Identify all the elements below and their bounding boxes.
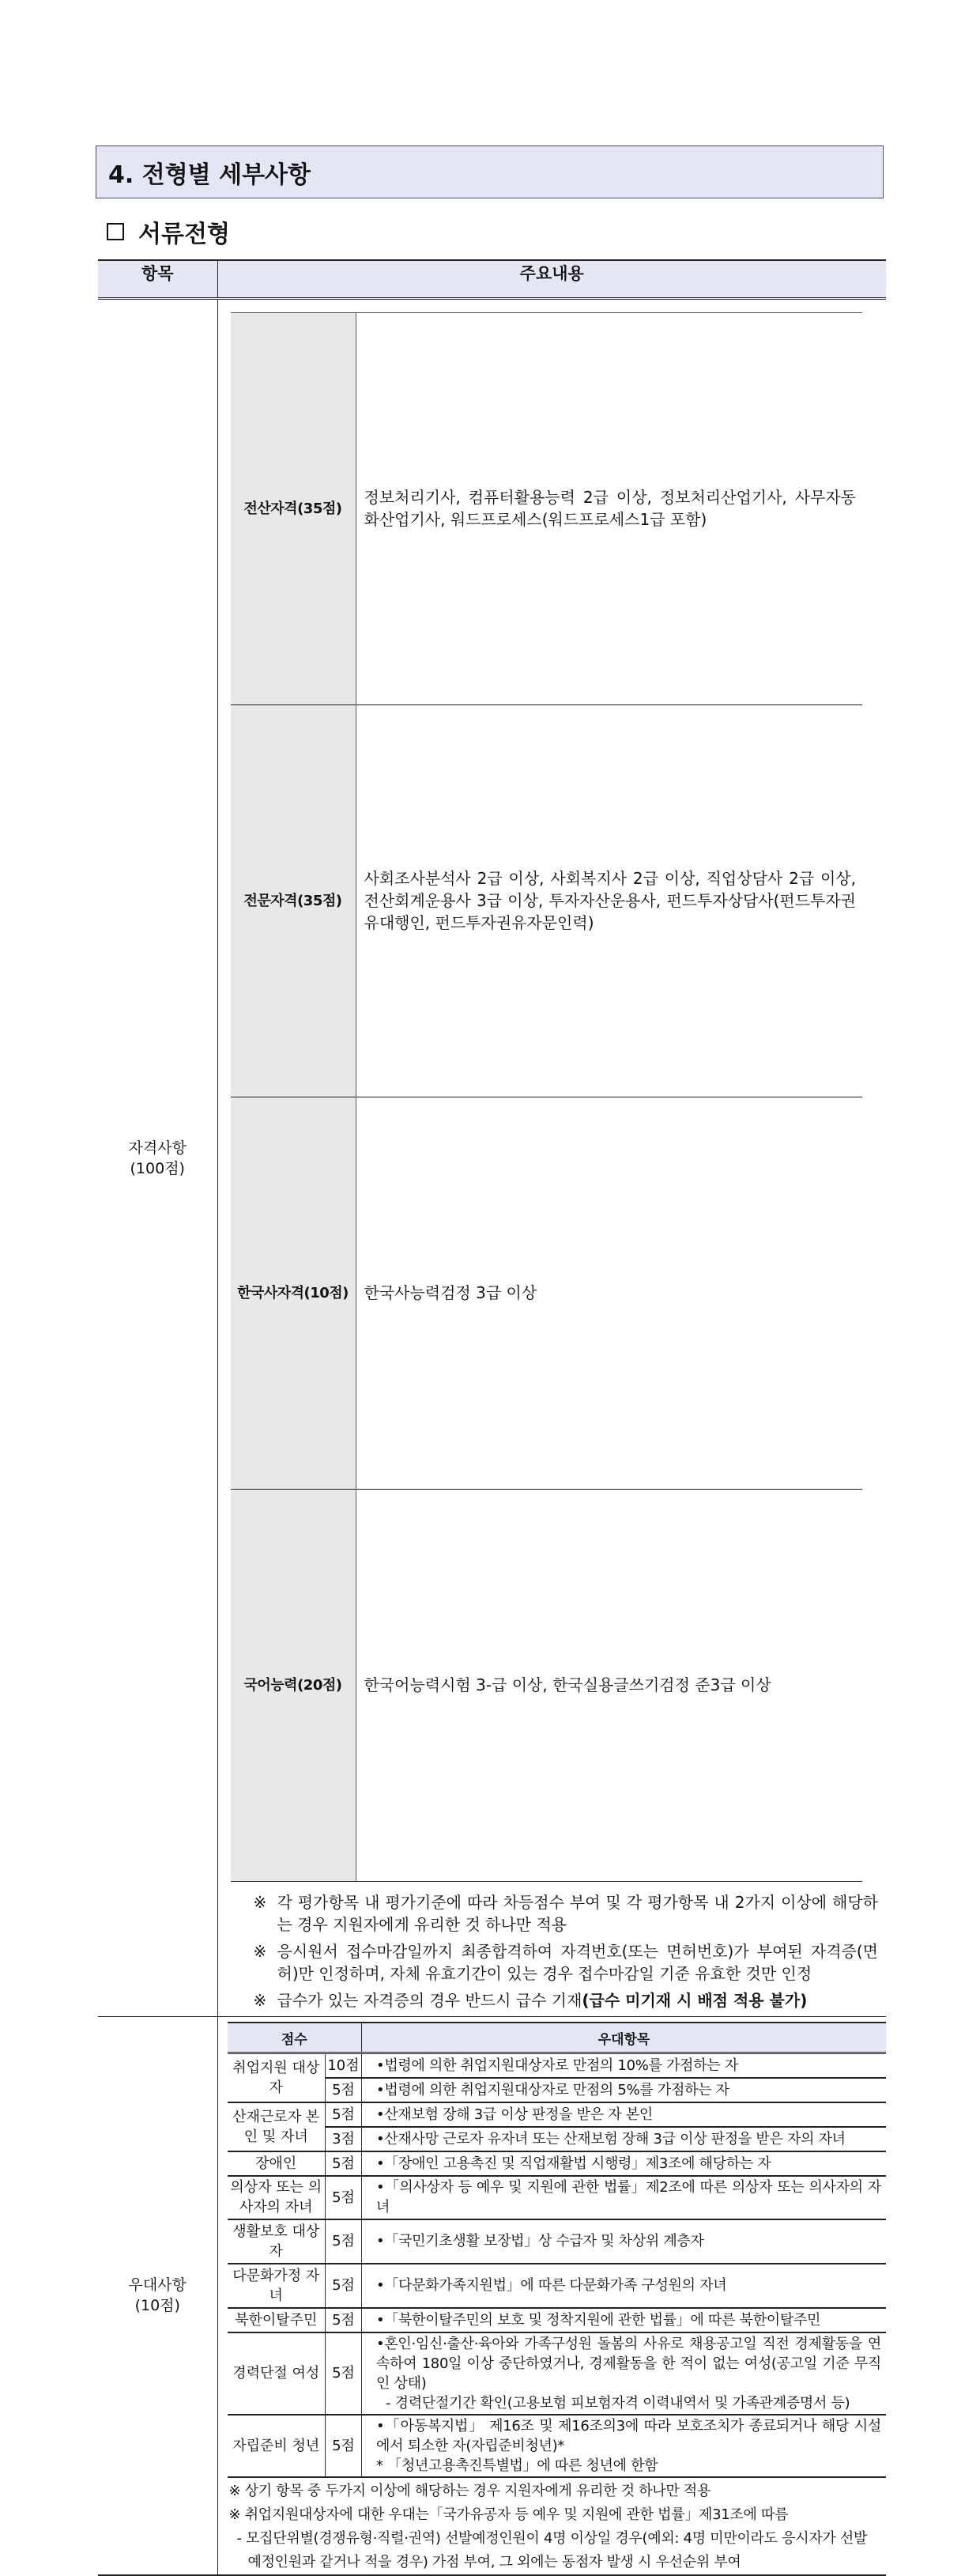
pref-desc-sub: - 경력단절기간 확인(고용보험 피보험자격 이력내역서 및 가족관계증명서 등)	[386, 2394, 850, 2412]
pref-points: 5점	[326, 2264, 362, 2308]
preference-content	[217, 2017, 886, 2575]
pref-points: 5점	[326, 2151, 362, 2176]
pref-name: 산재근로자 본인 및 자녀	[228, 2102, 326, 2151]
pref-points: 5점	[326, 2332, 362, 2415]
qual-content: 한국어능력시험 3-급 이상, 한국실용글쓰기검정 준3급 이상	[356, 1490, 862, 1882]
qualification-content	[217, 299, 886, 2017]
section-heading: 4. 전형별 세부사항	[96, 145, 884, 198]
header-preference-item: 우대항목	[362, 2023, 886, 2053]
pref-name: 취업지원 대상자	[228, 2053, 326, 2102]
bold-warning: (급수 미기재 시 배점 적용 불가)	[582, 1991, 808, 2010]
pref-name: 의상자 또는 의사자의 자녀	[228, 2176, 326, 2219]
qual-content: 사회조사분석사 2급 이상, 사회복지사 2급 이상, 직업상담사 2급 이상, 전산회계운용사 3급 이상, 투자자산운용사, 펀드투자상담사(펀드투자권유대행인, 펀드투자권유자문인력)	[356, 705, 862, 1097]
pref-name: 자립준비 청년	[228, 2415, 326, 2477]
pref-desc: •「의사상자 등 예우 및 지원에 관한 법률」제2조에 따른 의상자 또는 의사자의 자녀	[362, 2176, 886, 2219]
qual-label: 전산자격(35점)	[231, 313, 356, 705]
pref-name: 생활보호 대상자	[228, 2219, 326, 2264]
pref-desc-cell	[362, 2332, 886, 2415]
note: ※ 응시원서 접수마감일까지 최종합격하여 자격번호(또는 면허번호)가 부여된 자격증(면허)만 인정하며, 자체 유효기간이 있는 경우 접수마감일 기준 유효한 것만 인정	[253, 1942, 878, 1983]
pref-desc: •산재사망 근로자 유자녀 또는 산재보험 장해 3급 이상 판정을 받은 자의 자녀	[362, 2127, 886, 2151]
qual-label: 한국사자격(10점)	[231, 1097, 356, 1490]
pref-points: 10점	[326, 2053, 362, 2078]
pref-desc: •「아동복지법」 제16조 및 제16조의3에 따라 보호조치가 종료되거나 해당 시설에서 퇴소한 자(자립준비청년)*	[376, 2417, 881, 2454]
pref-name: 경력단절 여성	[228, 2332, 326, 2415]
preference-category: 우대사항 (10점)	[98, 2017, 217, 2575]
pref-desc: •법령에 의한 취업지원대상자로 만점의 5%를 가점하는 자	[362, 2078, 886, 2102]
qualification-table	[231, 312, 863, 1882]
pref-desc: •혼인·임신·출산·육아와 가족구성원 돌봄의 사유로 채용공고일 직전 경제활동을 연속하여 180일 이상 중단하였거나, 경제활동을 한 적이 없는 여성(공고일 기준 무직인 상태)	[376, 2335, 881, 2392]
pref-points: 5점	[326, 2176, 362, 2219]
note: ※ 상기 항목 중 두가지 이상에 해당하는 경우 지원자에게 유리한 것 하나만 적용	[228, 2482, 711, 2499]
header-content: 주요내용	[217, 260, 886, 299]
header-score: 점수	[228, 2023, 362, 2053]
pref-desc: •산재보험 장해 3급 이상 판정을 받은 자 본인	[362, 2102, 886, 2127]
note: ※ 각 평가항목 내 평가기준에 따라 차등점수 부여 및 각 평가항목 내 2가지 이상에 해당하는 경우 지원자에게 유리한 것 하나만 적용	[253, 1893, 878, 1934]
qualification-notes	[254, 1891, 879, 2011]
pref-desc-cell	[362, 2415, 886, 2477]
subnote: - 모집단위별(경쟁유형·직렬·권역) 선발예정인원이 4명 이상일 경우(예외: 4명 미만이라도 응시자가 선발예정인원과 같거나 적을 경우) 가점 부여, 그 외에는 동점자 발생 시 우선순위 부여	[236, 2529, 868, 2570]
pref-name: 다문화가정 자녀	[228, 2264, 326, 2308]
pref-points: 5점	[326, 2308, 362, 2332]
section-title-text: 서류전형	[138, 221, 230, 248]
pref-name: 장애인	[228, 2151, 326, 2176]
pref-points: 5점	[326, 2415, 362, 2477]
note: ※ 취업지원대상자에 대한 우대는「국가유공자 등 예우 및 지원에 관한 법률」제31조에 따름	[228, 2506, 789, 2523]
pref-points: 5점	[326, 2219, 362, 2264]
qual-label: 국어능력(20점)	[231, 1490, 356, 1882]
qualification-category: 자격사항 (100점)	[98, 299, 217, 2017]
qual-content: 한국사능력검정 3급 이상	[356, 1097, 862, 1490]
qual-label: 전문자격(35점)	[231, 705, 356, 1097]
pref-desc: •「다문화가족지원법」에 따른 다문화가족 구성원의 자녀	[362, 2264, 886, 2308]
pref-desc-sub: * 「청년고용촉진특별법」에 따른 청년에 한함	[376, 2457, 658, 2474]
pref-desc: •「북한이탈주민의 보호 및 정착지원에 관한 법률」에 따른 북한이탈주민	[362, 2308, 886, 2332]
pref-points: 5점	[326, 2102, 362, 2127]
pref-points: 3점	[326, 2127, 362, 2151]
section-title	[107, 214, 230, 249]
checkbox-square-icon	[107, 223, 124, 240]
note: ※ 급수가 있는 자격증의 경우 반드시 급수 기재(급수 미기재 시 배점 적용 불가)	[253, 1991, 808, 2010]
preference-table	[228, 2022, 887, 2478]
pref-desc: •「장애인 고용촉진 및 직업재활법 시행령」제3조에 해당하는 자	[362, 2151, 886, 2176]
qual-content: 정보처리기사, 컴퓨터활용능력 2급 이상, 정보처리산업기사, 사무자동화산업기사, 워드프로세스(워드프로세스1급 포함)	[356, 313, 862, 705]
pref-points: 5점	[326, 2078, 362, 2102]
pref-name: 북한이탈주민	[228, 2308, 326, 2332]
header-item: 항목	[98, 260, 217, 299]
pref-desc: •법령에 의한 취업지원대상자로 만점의 10%를 가점하는 자	[362, 2053, 886, 2078]
preference-notes	[229, 2480, 880, 2574]
screening-table	[98, 259, 886, 2570]
pref-desc: •「국민기초생활 보장법」상 수급자 및 차상위 계층자	[362, 2219, 886, 2264]
